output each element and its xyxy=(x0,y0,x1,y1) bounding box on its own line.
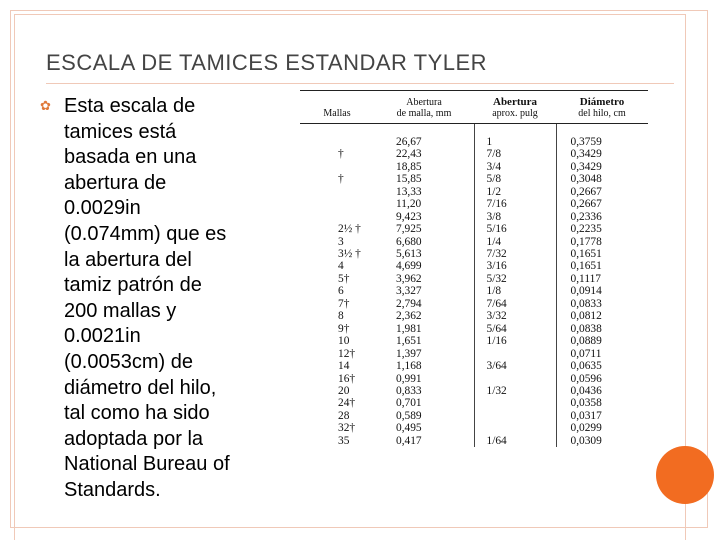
cell-mallas: 10 xyxy=(338,335,350,348)
table-row xyxy=(300,260,648,272)
cell-abertura-mm: 22,43 xyxy=(374,148,474,160)
cell-diametro: 0,0436 xyxy=(570,385,602,397)
cell-diametro: 0,3759 xyxy=(570,135,602,148)
paragraph-line: (0.0053cm) de xyxy=(64,350,193,373)
cell-abertura-mm: 9,423 xyxy=(374,211,474,223)
table-row xyxy=(300,410,648,422)
cell-abertura-mm: 13,33 xyxy=(374,186,474,198)
paragraph-line: diámetro del hilo, xyxy=(64,376,217,399)
cell-mallas: † xyxy=(338,148,344,161)
tyler-sieve-table-container xyxy=(300,90,656,510)
cell-abertura-pulg: 5/16 xyxy=(474,223,556,235)
accent-circle-decoration xyxy=(656,446,714,504)
cell-diametro: 0,1117 xyxy=(570,272,601,285)
cell-abertura-mm: 0,417 xyxy=(374,435,474,447)
paragraph-line: 0.0021in xyxy=(64,325,141,348)
cell-abertura-mm: 0,833 xyxy=(374,385,474,397)
table-row xyxy=(300,285,648,297)
cell-mallas: 35 xyxy=(338,434,350,447)
paragraph-line: Standards. xyxy=(64,478,161,501)
cell-abertura-pulg: 3/4 xyxy=(474,161,556,173)
cell-diametro: 0,2235 xyxy=(570,223,602,236)
cell-mallas: 16† xyxy=(338,372,356,385)
slide-title: ESCALA DE TAMICES ESTANDAR TYLER xyxy=(46,50,488,75)
cell-abertura-pulg xyxy=(474,397,556,409)
cell-diametro: 0,2336 xyxy=(570,210,602,223)
cell-mallas: 3 xyxy=(338,235,344,248)
cell-abertura-mm: 4,699 xyxy=(374,260,474,272)
cell-diametro: 0,0833 xyxy=(570,297,602,310)
table-row xyxy=(300,236,648,248)
paragraph-line: tamices está xyxy=(64,120,177,143)
table-spacer-row xyxy=(300,124,648,136)
table-row xyxy=(300,186,648,198)
cell-mallas: 20 xyxy=(338,385,350,397)
header-abertura-mm: Abertura de malla, mm xyxy=(374,91,474,124)
table-row xyxy=(300,397,648,409)
cell-abertura-pulg: 3/64 xyxy=(474,360,556,372)
cell-abertura-mm: 5,613 xyxy=(374,248,474,260)
cell-mallas: 32† xyxy=(338,422,356,435)
cell-abertura-pulg: 3/16 xyxy=(474,260,556,272)
table-header-row xyxy=(300,91,648,124)
cell-diametro: 0,0317 xyxy=(570,409,602,422)
cell-mallas: 5† xyxy=(338,272,350,285)
cell-abertura-pulg xyxy=(474,422,556,434)
paragraph-line: abertura de xyxy=(64,171,167,194)
cell-diametro: 0,0889 xyxy=(570,335,602,348)
table-row xyxy=(300,385,648,397)
cell-mallas: 9† xyxy=(338,322,350,335)
table-row xyxy=(300,248,648,260)
cell-abertura-pulg: 7/16 xyxy=(474,198,556,210)
table-row xyxy=(300,211,648,223)
cell-diametro: 0,1651 xyxy=(570,260,602,273)
cell-abertura-pulg xyxy=(474,373,556,385)
paragraph-line: 0.0029in xyxy=(64,197,141,220)
cell-mallas: 3½ † xyxy=(338,248,361,261)
cell-mallas xyxy=(300,186,374,198)
header-abertura-pulg: Abertura aprox. pulg xyxy=(474,91,556,124)
cell-diametro: 0,2667 xyxy=(570,185,602,198)
cell-abertura-pulg: 1/2 xyxy=(474,186,556,198)
cell-diametro: 0,0358 xyxy=(570,397,602,410)
cell-abertura-mm: 26,67 xyxy=(374,136,474,148)
cell-abertura-mm: 0,589 xyxy=(374,410,474,422)
table-row xyxy=(300,335,648,347)
cell-diametro: 0,1778 xyxy=(570,235,602,248)
cell-abertura-mm: 1,397 xyxy=(374,348,474,360)
cell-abertura-mm: 0,991 xyxy=(374,373,474,385)
cell-diametro: 0,1651 xyxy=(570,248,602,261)
cell-abertura-mm: 6,680 xyxy=(374,236,474,248)
table-row xyxy=(300,348,648,360)
cell-abertura-mm: 1,168 xyxy=(374,360,474,372)
cell-abertura-pulg: 7/64 xyxy=(474,298,556,310)
cell-diametro: 0,0914 xyxy=(570,285,602,298)
table-row xyxy=(300,310,648,322)
cell-abertura-pulg: 1/4 xyxy=(474,236,556,248)
cell-mallas: 24† xyxy=(338,397,356,410)
cell-abertura-mm: 2,794 xyxy=(374,298,474,310)
cell-abertura-mm: 1,651 xyxy=(374,335,474,347)
table-row xyxy=(300,148,648,160)
cell-abertura-mm: 1,981 xyxy=(374,323,474,335)
cell-diametro: 0,3429 xyxy=(570,148,602,161)
bullet-paragraph xyxy=(64,94,279,504)
accent-mask xyxy=(632,440,656,510)
cell-diametro: 0,2667 xyxy=(570,198,602,211)
table-row xyxy=(300,360,648,372)
tyler-sieve-table xyxy=(300,90,648,447)
table-row xyxy=(300,136,648,148)
cell-mallas: † xyxy=(338,173,344,186)
cell-diametro: 0,0596 xyxy=(570,372,602,385)
cell-diametro: 0,0635 xyxy=(570,360,602,373)
cell-mallas: 6 xyxy=(338,285,344,298)
paragraph-line: la abertura del xyxy=(64,248,192,271)
cell-mallas: 7† xyxy=(338,297,350,310)
table-row xyxy=(300,161,648,173)
cell-mallas: 2½ † xyxy=(338,223,361,236)
cell-abertura-pulg: 5/8 xyxy=(474,173,556,185)
cell-abertura-mm: 7,925 xyxy=(374,223,474,235)
table-row xyxy=(300,323,648,335)
paragraph-line: adoptada por la xyxy=(64,427,204,450)
header-diametro: Diámetro del hilo, cm xyxy=(556,91,648,124)
paragraph-line: (0.074mm) que es xyxy=(64,222,227,245)
cell-mallas xyxy=(300,161,374,173)
cell-abertura-mm: 0,701 xyxy=(374,397,474,409)
paragraph-line: 200 mallas y xyxy=(64,299,177,322)
cell-abertura-pulg: 1/64 xyxy=(474,435,556,447)
table-row xyxy=(300,223,648,235)
cell-abertura-pulg: 5/64 xyxy=(474,323,556,335)
table-row xyxy=(300,198,648,210)
table-row xyxy=(300,273,648,285)
table-body xyxy=(300,124,648,448)
cell-mallas: 12† xyxy=(338,347,356,360)
cell-mallas: 8 xyxy=(338,310,344,323)
cell-abertura-pulg: 1/16 xyxy=(474,335,556,347)
cell-abertura-pulg: 1 xyxy=(474,136,556,148)
cell-abertura-pulg: 7/32 xyxy=(474,248,556,260)
paragraph-line: tamiz patrón de xyxy=(64,274,202,297)
cell-abertura-mm: 3,962 xyxy=(374,273,474,285)
cell-diametro: 0,0838 xyxy=(570,322,602,335)
cell-abertura-pulg: 5/32 xyxy=(474,273,556,285)
cell-diametro: 0,3048 xyxy=(570,173,602,186)
cell-abertura-pulg: 1/8 xyxy=(474,285,556,297)
cell-abertura-mm: 18,85 xyxy=(374,161,474,173)
paragraph-line: tal como ha sido xyxy=(64,402,210,425)
cell-diametro: 0,0299 xyxy=(570,422,602,435)
header-mallas: Mallas xyxy=(300,91,374,124)
cell-diametro: 0,0711 xyxy=(570,347,602,360)
cell-abertura-mm: 3,327 xyxy=(374,285,474,297)
cell-mallas: 4 xyxy=(338,260,344,273)
cell-abertura-mm: 11,20 xyxy=(374,198,474,210)
table-row xyxy=(300,373,648,385)
table-row xyxy=(300,435,648,447)
table-row xyxy=(300,298,648,310)
cell-mallas: 14 xyxy=(338,360,350,373)
table-row xyxy=(300,422,648,434)
cell-diametro: 0,0309 xyxy=(570,434,602,447)
paragraph-line: Esta escala de xyxy=(64,95,196,117)
cell-mallas xyxy=(300,136,374,148)
cell-abertura-pulg xyxy=(474,410,556,422)
cell-diametro: 0,0812 xyxy=(570,310,602,323)
bullet-icon: ✿ xyxy=(40,98,51,113)
paragraph-line: National Bureau of xyxy=(64,453,230,476)
cell-mallas xyxy=(300,211,374,223)
table-row xyxy=(300,173,648,185)
title-underline xyxy=(46,83,674,84)
cell-abertura-mm: 2,362 xyxy=(374,310,474,322)
cell-abertura-pulg: 3/32 xyxy=(474,310,556,322)
paragraph-line: basada en una xyxy=(64,146,197,169)
cell-abertura-pulg: 7/8 xyxy=(474,148,556,160)
cell-mallas: 28 xyxy=(338,409,350,422)
cell-abertura-pulg: 3/8 xyxy=(474,211,556,223)
cell-abertura-mm: 15,85 xyxy=(374,173,474,185)
cell-mallas xyxy=(300,198,374,210)
cell-abertura-pulg: 1/32 xyxy=(474,385,556,397)
cell-diametro: 0,3429 xyxy=(570,160,602,173)
cell-abertura-pulg xyxy=(474,348,556,360)
cell-abertura-mm: 0,495 xyxy=(374,422,474,434)
